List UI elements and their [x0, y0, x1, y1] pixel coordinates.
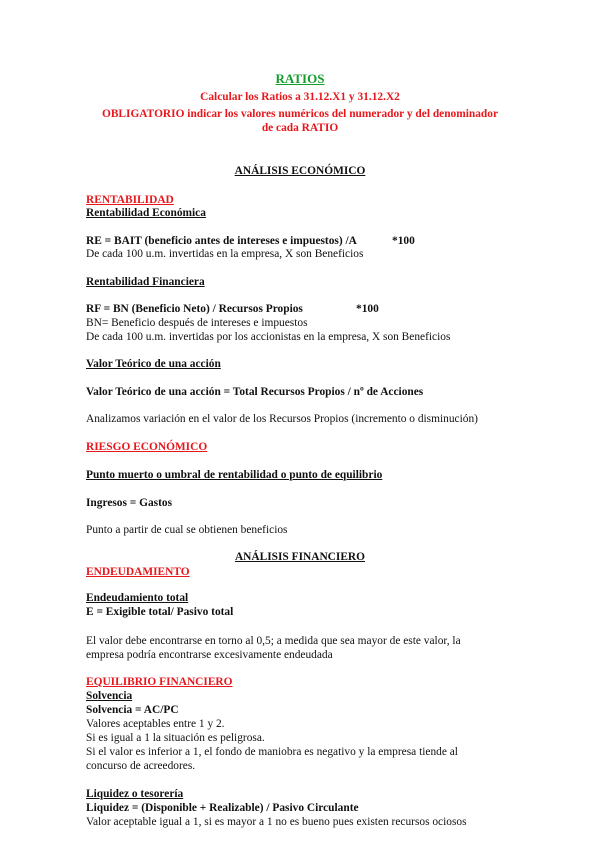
endeudamiento-formula: E = Exigible total/ Pasivo total [86, 606, 234, 618]
re-description: De cada 100 u.m. invertidas en la empresa, X son Beneficios [86, 248, 364, 260]
solvencia-description-1: Valores aceptables entre 1 y 2. [86, 718, 225, 730]
endeudamiento-description-1: El valor debe encontrarse en torno al 0,5; a medida que sea mayor de este valor, la [86, 635, 461, 647]
valor-teorico-heading: Valor Teórico de una acción [86, 358, 221, 370]
solvencia-description-4: concurso de acreedores. [86, 760, 196, 772]
punto-muerto-heading: Punto muerto o umbral de rentabilidad o punto de equilibrio [86, 469, 383, 481]
endeudamiento-description-2: empresa podría encontrarse excesivamente endeudada [86, 649, 333, 661]
section-heading-economico: ANÁLISIS ECONÓMICO [234, 165, 366, 177]
note-line-1: OBLIGATORIO indicar los valores numéricos del numerador y del denominador [101, 108, 499, 120]
valor-teorico-formula: Valor Teórico de una acción = Total Recursos Propios / nº de Acciones [86, 386, 424, 398]
liquidez-heading: Liquidez o tesorería [86, 788, 184, 800]
solvencia-description-3: Si el valor es inferior a 1, el fondo de maniobra es negativo y la empresa tiende al [86, 746, 458, 758]
solvencia-description-2: Si es igual a 1 la situación es peligrosa. [86, 732, 265, 744]
solvencia-formula: Solvencia = AC/PC [86, 704, 179, 716]
re-multiplier: *100 [392, 235, 415, 247]
riesgo-heading: RIESGO ECONÓMICO [86, 441, 208, 453]
section-heading-financiero: ANÁLISIS FINANCIERO [234, 551, 366, 563]
punto-muerto-formula: Ingresos = Gastos [86, 497, 173, 509]
rf-description-1: BN= Beneficio después de intereses e impuestos [86, 317, 308, 329]
equilibrio-heading: EQUILIBRIO FINANCIERO [86, 676, 233, 688]
valor-teorico-description: Analizamos variación en el valor de los Recursos Propios (incremento o disminución) [86, 413, 478, 425]
subtitle: Calcular los Ratios a 31.12.X1 y 31.12.X2 [200, 91, 400, 103]
punto-muerto-description: Punto a partir de cual se obtienen beneficios [86, 524, 288, 536]
liquidez-formula: Liquidez = (Disponible + Realizable) / Pasivo Circulante [86, 802, 359, 814]
rf-description-2: De cada 100 u.m. invertidas por los accionistas en la empresa, X son Beneficios [86, 331, 451, 343]
endeudamiento-heading: ENDEUDAMIENTO [86, 566, 190, 578]
rentabilidad-heading: RENTABILIDAD [86, 194, 174, 206]
rentabilidad-economica-heading: Rentabilidad Económica [86, 207, 206, 219]
endeudamiento-total-heading: Endeudamiento total [86, 592, 189, 604]
liquidez-description: Valor aceptable igual a 1, si es mayor a 1 no es bueno pues existen recursos ociosos [86, 816, 467, 828]
solvencia-heading: Solvencia [86, 690, 133, 702]
rentabilidad-financiera-heading: Rentabilidad Financiera [86, 276, 205, 288]
page-title: RATIOS [275, 71, 325, 86]
rf-multiplier: *100 [356, 303, 379, 315]
re-formula: RE = BAIT (beneficio antes de intereses e impuestos) /A [86, 235, 357, 247]
rf-formula: RF = BN (Beneficio Neto) / Recursos Propios [86, 303, 303, 315]
note-line-2: de cada RATIO [261, 122, 339, 134]
